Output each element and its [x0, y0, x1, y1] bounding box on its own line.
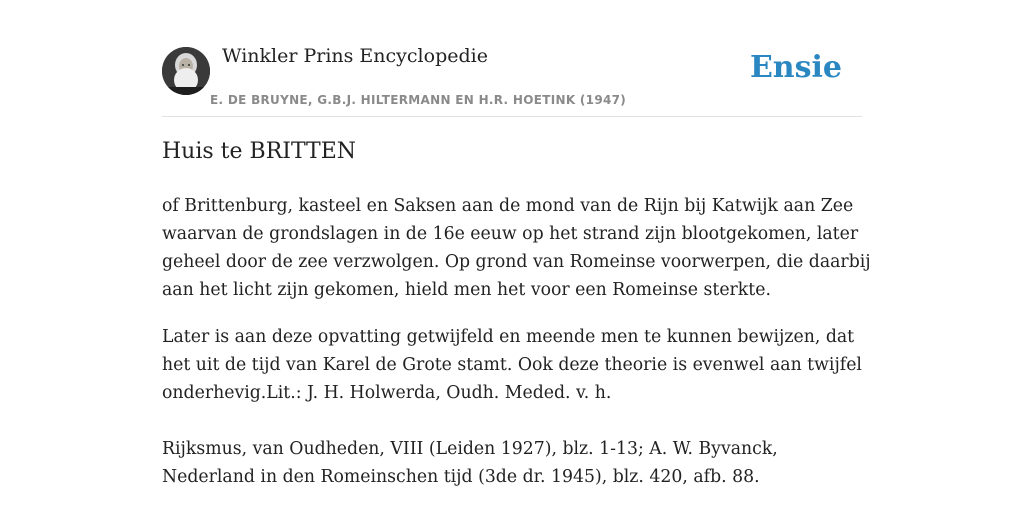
- source-title[interactable]: Winkler Prins Encyclopedie: [222, 45, 488, 67]
- article-paragraph: of Brittenburg, kasteel en Saksen aan de mond van de Rijn bij Katwijk aan Zee waarvan de grondslagen in de 16e eeuw op het strand zijn blootgekomen, later geheel door de zee verzwolgen. Op grond van Romeinse voorwerpen, die daarbij aan het licht zijn gekomen, hield men het voor een Romeinse sterkte.: [162, 196, 871, 300]
- source-header: [162, 40, 862, 117]
- article-paragraph: Rijksmus, van Oudheden, VIII (Leiden 1927), blz. 1-13; A. W. Byvanck, Nederland in den Romeinschen tijd (3de dr. 1945), blz. 420, afb. 88.: [162, 439, 778, 487]
- article-title: Huis te BRITTEN: [162, 139, 357, 164]
- source-authors: E. DE BRUYNE, G.B.J. HILTERMANN EN H.R. HOETINK (1947): [210, 93, 627, 107]
- article-paragraph: Later is aan deze opvatting getwijfeld en meende men te kunnen bewijzen, dat het uit de tijd van Karel de Grote stamt. Ook deze theorie is evenwel aan twijfel onderhevig.Lit.: J. H. Holwerda, Oudh. Meded. v. h.: [162, 327, 862, 403]
- brand-logo[interactable]: Ensie: [749, 50, 842, 85]
- author-avatar[interactable]: [162, 47, 210, 95]
